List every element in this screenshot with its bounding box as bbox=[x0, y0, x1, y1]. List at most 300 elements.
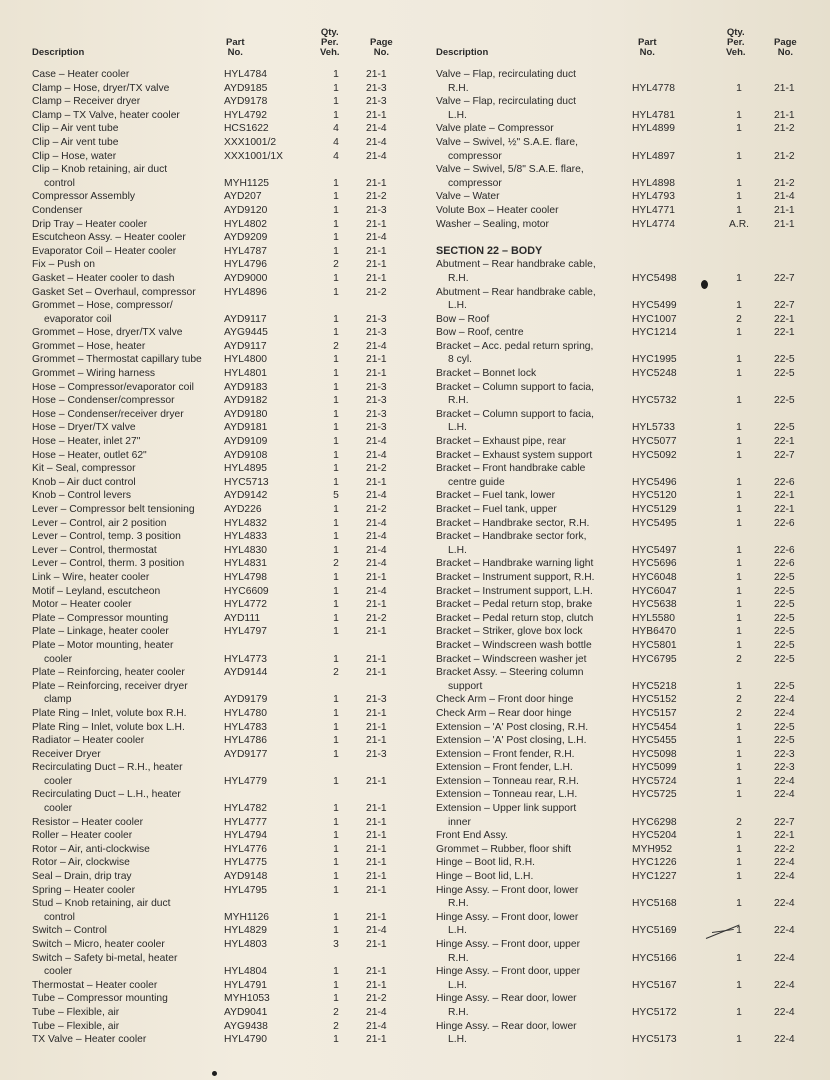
page-number: 21-4 bbox=[366, 490, 387, 502]
quantity-per-vehicle: 1 bbox=[333, 82, 339, 94]
table-row bbox=[436, 109, 820, 123]
quantity-per-vehicle: 1 bbox=[333, 449, 339, 461]
part-number: HYC5724 bbox=[632, 775, 677, 787]
quantity-per-vehicle: 1 bbox=[736, 843, 742, 855]
part-number: HYL4780 bbox=[224, 707, 267, 719]
page-number: 21-1 bbox=[366, 354, 387, 366]
part-number: HYL4798 bbox=[224, 571, 267, 583]
quantity-per-vehicle: 2 bbox=[736, 653, 742, 665]
part-description: L.H. bbox=[448, 544, 467, 556]
part-number: HYC5129 bbox=[632, 504, 677, 515]
table-row bbox=[436, 829, 820, 843]
page-number: 21-1 bbox=[366, 599, 387, 611]
table-row bbox=[32, 231, 422, 245]
table-row bbox=[32, 95, 422, 109]
row-spacer bbox=[436, 231, 820, 245]
quantity-per-vehicle: 2 bbox=[333, 558, 339, 570]
page-number: 21-4 bbox=[366, 123, 387, 135]
part-description: Check Arm – Front door hinge bbox=[436, 694, 574, 706]
part-number: HYC1227 bbox=[632, 871, 677, 883]
quantity-per-vehicle: 4 bbox=[333, 150, 339, 162]
part-description: Hinge Assy. – Front door, lower bbox=[436, 911, 579, 923]
page-number: 22-4 bbox=[774, 952, 795, 964]
part-number: HYL4897 bbox=[632, 150, 675, 162]
left-column-header bbox=[32, 18, 422, 58]
part-number: HYC6047 bbox=[632, 585, 677, 597]
table-row bbox=[32, 272, 422, 286]
quantity-per-vehicle: 1 bbox=[333, 422, 339, 434]
quantity-per-vehicle: 1 bbox=[736, 735, 742, 747]
part-description: Motif – Leyland, escutcheon bbox=[32, 585, 161, 597]
table-row bbox=[436, 503, 820, 517]
part-number: HYC1226 bbox=[632, 857, 677, 869]
part-number: HYB6470 bbox=[632, 626, 677, 638]
part-description: Motor – Heater cooler bbox=[32, 599, 132, 611]
quantity-per-vehicle: 1 bbox=[333, 395, 339, 407]
table-row bbox=[32, 449, 422, 463]
quantity-per-vehicle: 1 bbox=[333, 585, 339, 597]
table-row bbox=[436, 748, 820, 762]
page-number: 22-7 bbox=[774, 816, 795, 828]
table-row bbox=[32, 286, 422, 300]
part-description: Switch – Micro, heater cooler bbox=[32, 939, 165, 950]
part-number: HYL4774 bbox=[632, 218, 675, 230]
page-number: 22-6 bbox=[774, 517, 795, 529]
quantity-per-vehicle: 1 bbox=[333, 354, 339, 366]
quantity-per-vehicle: 1 bbox=[333, 1034, 339, 1046]
part-number: HYL4796 bbox=[224, 259, 267, 271]
part-description: Escutcheon Assy. – Heater cooler bbox=[32, 232, 186, 244]
part-description: L.H. bbox=[448, 979, 467, 991]
quantity-per-vehicle: 2 bbox=[736, 313, 742, 325]
part-description: Extension – Tonneau rear, L.H. bbox=[436, 789, 578, 801]
part-description: cooler bbox=[44, 775, 73, 787]
page-number: 21-1 bbox=[366, 707, 387, 719]
table-row bbox=[436, 775, 820, 789]
table-row bbox=[32, 775, 422, 789]
part-number: HYC5638 bbox=[632, 599, 677, 611]
quantity-per-vehicle: 1 bbox=[736, 585, 742, 597]
page-number: 21-2 bbox=[774, 150, 795, 162]
part-description: Lever – Control, temp. 3 position bbox=[32, 531, 181, 543]
quantity-per-vehicle: 2 bbox=[333, 1006, 339, 1018]
part-number: HYL4899 bbox=[632, 123, 675, 135]
part-number: AYD111 bbox=[224, 612, 261, 624]
part-number: HYL4778 bbox=[632, 82, 675, 94]
quantity-per-vehicle: 1 bbox=[736, 952, 742, 964]
part-description: Extension – 'A' Post closing, L.H. bbox=[436, 735, 587, 747]
quantity-per-vehicle: 1 bbox=[736, 789, 742, 801]
page-number: 21-1 bbox=[366, 653, 387, 665]
table-row bbox=[32, 992, 422, 1006]
part-description: Hose – Compressor/evaporator coil bbox=[32, 381, 194, 393]
part-number: HYL4795 bbox=[224, 884, 267, 896]
page-number: 21-2 bbox=[366, 463, 387, 475]
part-description: TX Valve – Heater cooler bbox=[32, 1034, 147, 1046]
page-number: 21-1 bbox=[366, 476, 387, 488]
page-number: 22-3 bbox=[774, 748, 795, 760]
part-number: AYD9117 bbox=[224, 313, 267, 325]
part-number: AYG9438 bbox=[224, 1020, 268, 1032]
page-number: 22-4 bbox=[774, 775, 795, 787]
right-column bbox=[436, 18, 820, 1047]
quantity-per-vehicle: 1 bbox=[333, 599, 339, 611]
page-number: 22-6 bbox=[774, 544, 795, 556]
table-row bbox=[436, 299, 820, 313]
table-row bbox=[436, 734, 820, 748]
table-row bbox=[436, 95, 820, 109]
page-number: 22-7 bbox=[774, 449, 795, 461]
page-number: 21-2 bbox=[366, 504, 387, 515]
part-number: HYL4786 bbox=[224, 735, 267, 747]
part-number: AYD207 bbox=[224, 191, 262, 203]
page-number: 21-1 bbox=[774, 82, 795, 94]
part-description: L.H. bbox=[448, 1034, 467, 1046]
part-description: Hinge Assy. – Rear door, lower bbox=[436, 1020, 577, 1032]
part-description: Bracket – Handbrake warning light bbox=[436, 558, 594, 570]
part-number: HYC6609 bbox=[224, 585, 269, 597]
quantity-per-vehicle: 1 bbox=[736, 857, 742, 869]
part-number: AYG9445 bbox=[224, 327, 268, 339]
page-number: 21-3 bbox=[366, 395, 387, 407]
table-row bbox=[436, 544, 820, 558]
part-number: HYC5218 bbox=[632, 680, 677, 692]
page-number: 21-2 bbox=[774, 177, 795, 189]
part-description: Gasket Set – Overhaul, compressor bbox=[32, 286, 196, 298]
table-row bbox=[32, 204, 422, 218]
part-description: Radiator – Heater cooler bbox=[32, 735, 145, 747]
quantity-per-vehicle: 1 bbox=[736, 571, 742, 583]
part-description: R.H. bbox=[448, 395, 469, 407]
table-row bbox=[32, 952, 422, 966]
table-row bbox=[436, 68, 820, 82]
page-number: 22-5 bbox=[774, 639, 795, 651]
page-number: 21-1 bbox=[366, 69, 387, 80]
table-row bbox=[32, 109, 422, 123]
part-number: AYD9177 bbox=[224, 748, 268, 760]
quantity-per-vehicle: 1 bbox=[333, 218, 339, 230]
part-description: Hose – Condenser/receiver dryer bbox=[32, 408, 184, 420]
part-description: Hose – Condenser/compressor bbox=[32, 395, 175, 407]
part-description: control bbox=[44, 911, 75, 923]
part-description: Extension – Tonneau rear, R.H. bbox=[436, 775, 579, 787]
table-row bbox=[32, 503, 422, 517]
section-heading bbox=[436, 245, 820, 259]
part-description: Valve plate – Compressor bbox=[436, 123, 554, 135]
table-row bbox=[32, 381, 422, 395]
part-description: Grommet – Rubber, floor shift bbox=[436, 843, 572, 855]
part-description: Bracket – Column support to facia, bbox=[436, 408, 594, 420]
page-number: 21-1 bbox=[366, 177, 387, 189]
table-row bbox=[32, 557, 422, 571]
quantity-per-vehicle: 1 bbox=[736, 177, 742, 189]
table-row bbox=[32, 843, 422, 857]
table-row bbox=[32, 163, 422, 177]
part-description: Switch – Control bbox=[32, 925, 107, 937]
page-number: 21-1 bbox=[774, 109, 795, 121]
table-row bbox=[32, 245, 422, 259]
table-row bbox=[32, 530, 422, 544]
table-row bbox=[436, 666, 820, 680]
part-number: HYL4775 bbox=[224, 857, 267, 869]
page-number: 22-1 bbox=[774, 504, 795, 515]
part-description: Hinge Assy. – Front door, upper bbox=[436, 939, 581, 950]
page-number: 21-4 bbox=[366, 340, 387, 352]
table-row bbox=[436, 462, 820, 476]
table-row bbox=[436, 884, 820, 898]
part-number: HYL4791 bbox=[224, 979, 267, 991]
header-qty-per-veh: Qty. Per. Veh. bbox=[726, 27, 746, 58]
page-number: 22-4 bbox=[774, 979, 795, 991]
part-number: AYD9209 bbox=[224, 232, 268, 244]
table-row bbox=[436, 517, 820, 531]
quantity-per-vehicle: 1 bbox=[333, 368, 339, 380]
table-row bbox=[436, 177, 820, 191]
part-description: Lever – Compressor belt tensioning bbox=[32, 504, 195, 515]
quantity-per-vehicle: 1 bbox=[736, 150, 742, 162]
table-row bbox=[436, 816, 820, 830]
table-row bbox=[32, 721, 422, 735]
table-row bbox=[32, 680, 422, 694]
quantity-per-vehicle: 1 bbox=[736, 368, 742, 380]
part-description: Hinge – Boot lid, R.H. bbox=[436, 857, 536, 869]
table-row bbox=[436, 897, 820, 911]
part-number: HYL4833 bbox=[224, 531, 267, 543]
part-description: Clamp – Hose, dryer/TX valve bbox=[32, 82, 170, 94]
quantity-per-vehicle: 1 bbox=[333, 109, 339, 121]
part-description: cooler bbox=[44, 653, 73, 665]
part-number: HYC5166 bbox=[632, 952, 677, 964]
quantity-per-vehicle: 1 bbox=[333, 911, 339, 923]
part-description: Hose – Dryer/TX valve bbox=[32, 422, 136, 434]
table-row bbox=[32, 462, 422, 476]
table-row bbox=[32, 625, 422, 639]
part-number: HYC5169 bbox=[632, 925, 677, 937]
table-row bbox=[436, 707, 820, 721]
quantity-per-vehicle: 1 bbox=[333, 612, 339, 624]
page-number: 21-4 bbox=[774, 191, 795, 203]
part-number: HYC5152 bbox=[632, 694, 677, 706]
table-row bbox=[32, 68, 422, 82]
part-number: AYD9183 bbox=[224, 381, 268, 393]
table-row bbox=[32, 924, 422, 938]
part-number: HYC5454 bbox=[632, 721, 677, 733]
part-number: AYD9179 bbox=[224, 694, 268, 706]
quantity-per-vehicle: 1 bbox=[736, 504, 742, 515]
header-description: Description bbox=[436, 47, 489, 58]
table-row bbox=[436, 761, 820, 775]
quantity-per-vehicle: 1 bbox=[333, 327, 339, 339]
page-number: 21-4 bbox=[366, 449, 387, 461]
table-row bbox=[436, 340, 820, 354]
table-row bbox=[32, 367, 422, 381]
table-row bbox=[436, 965, 820, 979]
page-number: 22-4 bbox=[774, 1034, 795, 1046]
part-description: Extension – Front fender, L.H. bbox=[436, 762, 573, 774]
quantity-per-vehicle: 1 bbox=[333, 721, 339, 733]
quantity-per-vehicle: 1 bbox=[333, 476, 339, 488]
page-number: 21-2 bbox=[366, 286, 387, 298]
part-description: Clamp – TX Valve, heater cooler bbox=[32, 109, 180, 121]
quantity-per-vehicle: 3 bbox=[333, 939, 339, 950]
page-number: 21-3 bbox=[366, 96, 387, 108]
part-description: Grommet – Wiring harness bbox=[32, 368, 156, 380]
header-description: Description bbox=[32, 47, 85, 58]
quantity-per-vehicle: 1 bbox=[736, 490, 742, 502]
quantity-per-vehicle: 1 bbox=[333, 884, 339, 896]
part-description: clamp bbox=[44, 694, 72, 706]
left-column bbox=[32, 18, 422, 1047]
page-number: 21-3 bbox=[366, 694, 387, 706]
part-number: HYC1214 bbox=[632, 327, 677, 339]
part-description: Clip – Knob retaining, air duct bbox=[32, 164, 168, 176]
part-number: HYL4771 bbox=[632, 204, 675, 216]
table-row bbox=[32, 802, 422, 816]
part-description: Lever – Control, thermostat bbox=[32, 544, 157, 556]
part-description: Recirculating Duct – L.H., heater bbox=[32, 789, 181, 801]
table-row bbox=[32, 870, 422, 884]
header-part-no: Part No. bbox=[226, 37, 245, 58]
part-number: HYC5499 bbox=[632, 300, 677, 312]
quantity-per-vehicle: 1 bbox=[736, 830, 742, 842]
quantity-per-vehicle: 1 bbox=[736, 871, 742, 883]
table-row bbox=[32, 911, 422, 925]
part-number: HYC5098 bbox=[632, 748, 677, 760]
part-description: Hinge – Boot lid, L.H. bbox=[436, 871, 534, 883]
quantity-per-vehicle: 1 bbox=[333, 857, 339, 869]
table-row bbox=[32, 585, 422, 599]
part-description: Bow – Roof bbox=[436, 313, 490, 325]
part-description: Bracket – Front handbrake cable bbox=[436, 463, 586, 475]
part-number: HYL4777 bbox=[224, 816, 267, 828]
part-number: HCS1622 bbox=[224, 123, 269, 135]
table-row bbox=[436, 394, 820, 408]
page-number: 22-5 bbox=[774, 721, 795, 733]
quantity-per-vehicle: 1 bbox=[736, 82, 742, 94]
part-number: MYH1126 bbox=[224, 911, 270, 923]
part-description: Bracket – Handbrake sector, R.H. bbox=[436, 517, 590, 529]
quantity-per-vehicle: 1 bbox=[736, 272, 742, 284]
part-description: Grommet – Hose, dryer/TX valve bbox=[32, 327, 183, 339]
quantity-per-vehicle: 1 bbox=[736, 1034, 742, 1046]
page-number: 21-3 bbox=[366, 313, 387, 325]
part-description: Plate – Reinforcing, heater cooler bbox=[32, 667, 185, 679]
page-number: 21-4 bbox=[366, 1020, 387, 1032]
page-number: 22-1 bbox=[774, 490, 795, 502]
quantity-per-vehicle: 1 bbox=[736, 1006, 742, 1018]
quantity-per-vehicle: 1 bbox=[333, 775, 339, 787]
page-number: 21-1 bbox=[366, 109, 387, 121]
table-row bbox=[436, 721, 820, 735]
table-row bbox=[436, 218, 820, 232]
part-description: Abutment – Rear handbrake cable, bbox=[436, 286, 596, 298]
part-number: AYD9041 bbox=[224, 1006, 268, 1018]
part-description: cooler bbox=[44, 803, 73, 815]
part-number: MYH1053 bbox=[224, 993, 270, 1005]
page-number: 21-1 bbox=[366, 843, 387, 855]
part-description: Extension – Front fender, R.H. bbox=[436, 748, 575, 760]
part-number: HYL5580 bbox=[632, 612, 675, 624]
quantity-per-vehicle: 1 bbox=[333, 803, 339, 815]
table-row bbox=[32, 435, 422, 449]
quantity-per-vehicle: 1 bbox=[736, 599, 742, 611]
part-description: centre guide bbox=[448, 476, 505, 488]
page-number: 22-5 bbox=[774, 395, 795, 407]
part-description: control bbox=[44, 177, 75, 189]
page-number: 21-4 bbox=[366, 531, 387, 543]
quantity-per-vehicle: 5 bbox=[333, 490, 339, 502]
table-row bbox=[32, 856, 422, 870]
page-number: 22-4 bbox=[774, 925, 795, 937]
page-number: 21-1 bbox=[366, 571, 387, 583]
part-description: 8 cyl. bbox=[448, 354, 473, 366]
quantity-per-vehicle: 1 bbox=[736, 680, 742, 692]
part-number: HYC5157 bbox=[632, 707, 677, 719]
part-description: Clamp – Receiver dryer bbox=[32, 96, 141, 108]
table-row bbox=[32, 218, 422, 232]
part-number: AYD9185 bbox=[224, 82, 268, 94]
part-description: Grommet – Hose, heater bbox=[32, 340, 146, 352]
part-description: Tube – Flexible, air bbox=[32, 1006, 120, 1018]
header-part-no: Part No. bbox=[638, 37, 657, 58]
part-description: Spring – Heater cooler bbox=[32, 884, 136, 896]
quantity-per-vehicle: 1 bbox=[333, 830, 339, 842]
part-number: HYC5167 bbox=[632, 979, 677, 991]
page-number: 21-4 bbox=[366, 544, 387, 556]
part-number: XXX1001/1X bbox=[224, 150, 283, 162]
part-description: Case – Heater cooler bbox=[32, 69, 130, 80]
table-row bbox=[32, 571, 422, 585]
part-description: Bracket – Exhaust pipe, rear bbox=[436, 436, 566, 448]
table-row bbox=[32, 598, 422, 612]
quantity-per-vehicle: 2 bbox=[736, 816, 742, 828]
page-number: 22-4 bbox=[774, 789, 795, 801]
table-row bbox=[32, 82, 422, 96]
page-number: 21-3 bbox=[366, 748, 387, 760]
page-number: 21-1 bbox=[366, 816, 387, 828]
page-number: 22-7 bbox=[774, 300, 795, 312]
part-description: Bracket – Fuel tank, lower bbox=[436, 490, 556, 502]
part-number: HYL4829 bbox=[224, 925, 267, 937]
table-row bbox=[436, 326, 820, 340]
part-description: Bow – Roof, centre bbox=[436, 327, 524, 339]
part-number: MYH1125 bbox=[224, 177, 270, 189]
page-number: 21-1 bbox=[366, 667, 387, 679]
part-description: Resistor – Heater cooler bbox=[32, 816, 144, 828]
part-number: AYD226 bbox=[224, 504, 262, 515]
table-row bbox=[436, 992, 820, 1006]
quantity-per-vehicle: 1 bbox=[333, 626, 339, 638]
page-number: 22-4 bbox=[774, 707, 795, 719]
table-row bbox=[32, 666, 422, 680]
quantity-per-vehicle: 1 bbox=[736, 123, 742, 135]
page-number: 22-5 bbox=[774, 368, 795, 380]
table-row bbox=[436, 258, 820, 272]
part-number: HYL4787 bbox=[224, 245, 267, 257]
quantity-per-vehicle: 1 bbox=[333, 245, 339, 257]
part-description: Knob – Control levers bbox=[32, 490, 132, 502]
part-number: AYD9178 bbox=[224, 96, 268, 108]
table-row bbox=[436, 625, 820, 639]
quantity-per-vehicle: 1 bbox=[333, 843, 339, 855]
part-number: HYC5099 bbox=[632, 762, 677, 774]
quantity-per-vehicle: 1 bbox=[736, 395, 742, 407]
part-description: Evaporator Coil – Heater cooler bbox=[32, 245, 177, 257]
table-row bbox=[32, 489, 422, 503]
part-number: AYD9180 bbox=[224, 408, 268, 420]
page-number: 21-1 bbox=[366, 775, 387, 787]
part-description: Front End Assy. bbox=[436, 830, 508, 842]
